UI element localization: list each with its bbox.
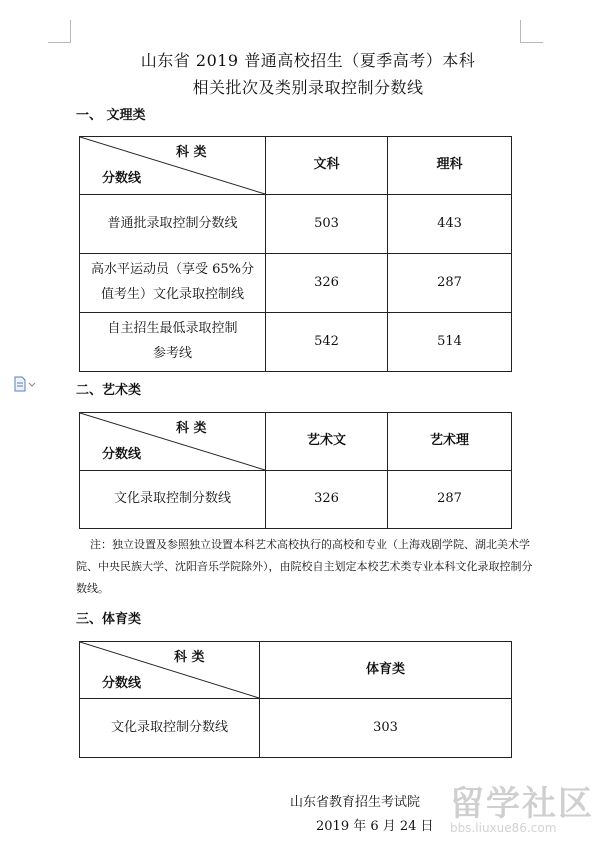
header-score-line-label: 分数线 xyxy=(102,171,142,186)
table-header-diagonal-cell xyxy=(80,137,266,195)
section-heading-tiyu: 三、体育类 xyxy=(76,612,142,627)
section-heading-wenli: 一、 文理类 xyxy=(76,108,146,123)
cell-value: 514 xyxy=(388,313,512,372)
table-header-diagonal-cell xyxy=(80,642,260,699)
column-header-tiyu: 体育类 xyxy=(260,642,512,699)
crop-mark-top-left xyxy=(48,20,71,43)
document-icon[interactable] xyxy=(14,376,36,392)
cell-value: 443 xyxy=(388,195,512,254)
art-note: 注：独立设置及参照独立设置本科艺术高校执行的高校和专业（上海戏剧学院、湖北美术学院、中央民族大学、沈阳音乐学院除外），由院校自主划定本校艺术类专业本科文化录取控制分数线。 xyxy=(76,538,533,595)
table-row xyxy=(80,195,512,254)
table-tiyu xyxy=(79,641,512,758)
cell-value: 303 xyxy=(260,699,512,758)
crop-mark-top-right xyxy=(520,20,543,43)
cell-value: 287 xyxy=(388,254,512,313)
signature-date: 2019 年 6 月 24 日 xyxy=(316,819,434,834)
cell-value: 503 xyxy=(266,195,388,254)
table-yishu xyxy=(79,412,512,529)
header-score-line-label: 分数线 xyxy=(102,676,142,691)
column-header-yishuwen: 艺术文 xyxy=(266,413,388,471)
section-heading-yishu: 二、艺术类 xyxy=(76,383,142,398)
cell-value: 326 xyxy=(266,254,388,313)
row-label: 高水平运动员（享受 65%分值考生）文化录取控制线 xyxy=(80,254,266,313)
column-header-like: 理科 xyxy=(388,137,512,195)
watermark-logo-text: 留学社区 xyxy=(450,784,594,824)
row-label: 普通批录取控制分数线 xyxy=(80,195,266,254)
document-title-line2: 相关批次及类别录取控制分数线 xyxy=(192,78,424,97)
signature-organization: 山东省教育招生考试院 xyxy=(290,795,421,810)
document-title-line1: 山东省 2019 普通高校招生（夏季高考）本科 xyxy=(140,51,476,70)
table-wenli xyxy=(79,136,512,372)
header-category-label: 科 类 xyxy=(176,145,207,160)
header-category-label: 科 类 xyxy=(176,421,207,436)
row-label: 文化录取控制分数线 xyxy=(80,471,266,529)
column-header-wenke: 文科 xyxy=(266,137,388,195)
column-header-yishuli: 艺术理 xyxy=(388,413,512,471)
table-header-diagonal-cell xyxy=(80,413,266,471)
cell-value: 287 xyxy=(388,471,512,529)
header-category-label: 科 类 xyxy=(174,650,205,665)
table-row xyxy=(80,313,512,372)
row-label: 自主招生最低录取控制参考线 xyxy=(80,313,266,372)
table-row xyxy=(80,471,512,529)
cell-value: 542 xyxy=(266,313,388,372)
row-label: 文化录取控制分数线 xyxy=(80,699,260,758)
watermark-url: bbs.liuxue86.com xyxy=(450,821,557,835)
header-score-line-label: 分数线 xyxy=(102,447,142,462)
table-row xyxy=(80,699,512,758)
cell-value: 326 xyxy=(266,471,388,529)
watermark xyxy=(450,776,594,835)
table-row xyxy=(80,254,512,313)
